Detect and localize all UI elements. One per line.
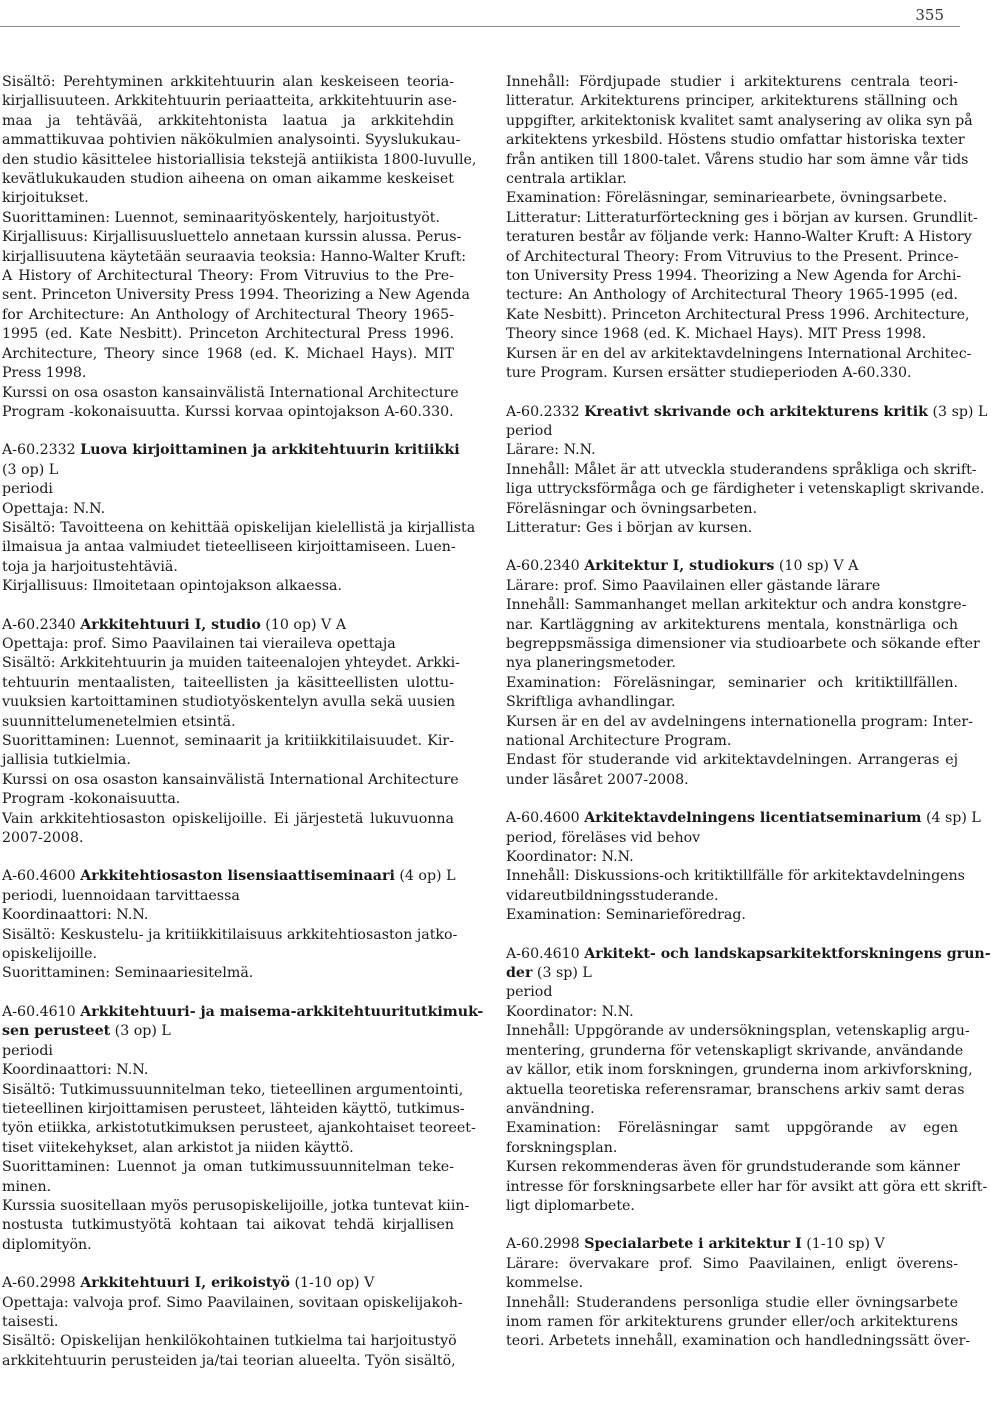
course-title: Arkkitehtuuri- ja maisema-arkkitehtuuritutkimuk- <box>80 1003 484 1020</box>
paragraph <box>2 906 454 925</box>
text-line: Opettaja: valvoja prof. Simo Paavilainen, sovitaan opiskelijakoh- <box>2 1294 463 1311</box>
text-line: forskningsplan. <box>506 1139 618 1156</box>
text-line: Koordinaattori: N.N. <box>2 907 149 924</box>
course-title: Arkitektavdelningens licentiatseminarium <box>584 810 922 827</box>
text-line: arkkitehtuurin perusteiden ja/tai teorian alueelta. Työn sisältö, <box>2 1352 456 1369</box>
text-line: Lärare: övervakare prof. Simo Paavilainen, enligt överens- <box>506 1255 958 1272</box>
course-section <box>506 403 988 539</box>
text-line: Koordinaattori: N.N. <box>2 1062 149 1079</box>
text-line: Sisältö: Arkkitehtuurin ja muiden taiteenalojen yhteydet. Arkki- <box>2 655 460 672</box>
course-heading-cont: sen perusteet (3 op) L <box>2 1023 171 1040</box>
text-line: Suorittaminen: Luennot ja oman tutkimussuunnitelman teke- <box>2 1159 454 1176</box>
text-line: Kursen rekommenderas även för grundstuderande som känner <box>506 1159 960 1176</box>
paragraph <box>2 384 459 423</box>
text-line: A History of Architectural Theory: From Vitruvius to the Pre- <box>2 268 454 285</box>
paragraph <box>2 1081 476 1159</box>
text-line: kirjoitukset. <box>2 190 89 207</box>
paragraph <box>506 713 973 752</box>
text-line: Endast för studerande vid arkitektavdelningen. Arrangeras ej <box>506 752 958 769</box>
paragraph <box>2 1042 454 1061</box>
text-line: Kursen är en del av arkitektavdelningens International Architec- <box>506 345 972 362</box>
text-line: vuuksien kartoittaminen studiotyöskentelyn avulla sekä uusien <box>2 694 456 711</box>
paragraph <box>506 422 958 441</box>
course-title: Arkkitehtuuri I, erikoistyö <box>80 1275 290 1292</box>
course-heading: A-60.2998 Arkkitehtuuri I, erikoistyö (1-10 op) V <box>2 1275 375 1292</box>
course-title: Arkitekt- och landskapsarkitektforskningens grun- <box>584 945 991 962</box>
text-line: Skriftliga avhandlingar. <box>506 694 676 711</box>
text-line: mentering, grunderna för vetenskapligt skrivande, användande <box>506 1042 964 1059</box>
paragraph <box>506 1158 988 1216</box>
paragraph <box>2 810 454 849</box>
text-line: period <box>506 422 553 439</box>
paragraph <box>506 1022 973 1119</box>
text-line: kevätlukukauden studion aiheena on oman aikamme keskeiset <box>2 171 454 188</box>
text-line: Architecture, Theory since 1968 (ed. K. Michael Hays). MIT <box>2 345 454 362</box>
paragraph <box>2 209 454 228</box>
text-line: Kate Nesbitt). Princeton Architectural Press 1996. Architecture, <box>506 306 970 323</box>
paragraph <box>2 480 454 499</box>
text-line: ligt diplomarbete. <box>506 1197 635 1214</box>
course-section <box>2 867 458 983</box>
text-line: sent. Princeton University Press 1994. Theorizing a New Agenda <box>2 287 470 304</box>
swedish-column <box>506 73 991 1371</box>
course-section <box>506 557 980 790</box>
text-line: Sisältö: Tavoitteena on kehittää opiskelijan kielellistä ja kirjallista <box>2 519 476 536</box>
course-section <box>506 945 991 1217</box>
course-section <box>506 73 978 384</box>
text-line: Koordinator: N.N. <box>506 849 634 866</box>
course-heading: A-60.2332 Luova kirjoittaminen ja arkkitehtuurin kritiikki <box>2 442 460 459</box>
text-line: national Architecture Program. <box>506 733 732 749</box>
paragraph <box>2 1158 454 1197</box>
text-line: Innehåll: Sammanhanget mellan arkitektur och andra konstgre- <box>506 597 967 614</box>
text-line: Examination: Föreläsningar, seminarier och kritiktillfällen. <box>506 674 958 691</box>
course-section <box>2 1274 463 1371</box>
text-line: ture Program. Kursen ersätter studieperioden A-60.330. <box>506 365 912 382</box>
course-heading: A-60.4610 Arkkitehtuuri- ja maisema-arkkitehtuuritutkimuk- <box>2 1003 484 1020</box>
course-section <box>2 441 476 596</box>
paragraph <box>506 345 972 384</box>
text-line: Vain arkkitehtiosaston opiskelijoille. Ei järjestetä lukuvuonna <box>2 810 454 827</box>
text-line: Lärare: N.N. <box>506 442 596 459</box>
course-title: Arkkitehtuuri I, studio <box>80 616 261 633</box>
paragraph <box>506 577 958 596</box>
course-heading: A-60.4610 Arkitekt- och landskapsarkitektforskningens grun- <box>506 945 991 962</box>
text-line: työn etiikka, arkistotutkimuksen perusteet, ajankohtaiset teoreet- <box>2 1120 476 1137</box>
text-line: periodi <box>2 481 53 498</box>
text-line: litteratur. Arkitekturens principer, arkitekturens ställning och <box>506 93 958 110</box>
text-line: Sisältö: Opiskelijan henkilökohtainen tutkielma tai harjoitustyö <box>2 1333 457 1350</box>
text-line: maa ja tehtävää, arkkitehtonista laatua ja arkkitehdin <box>2 112 454 129</box>
text-line: Föreläsningar och övningsarbeten. <box>506 500 758 517</box>
text-line: for Architecture: An Anthology of Architectural Theory 1965- <box>2 306 454 323</box>
course-heading-cont: der (3 sp) L <box>506 965 592 982</box>
course-heading: A-60.2998 Specialarbete i arkitektur I (1-10 sp) V <box>506 1236 885 1253</box>
paragraph <box>2 500 454 519</box>
course-title: Luova kirjoittaminen ja arkkitehtuurin kritiikki <box>80 442 460 459</box>
text-line: kirjallisuuteen. Arkkitehtuurin periaatteita, arkkitehtuurin ase- <box>2 93 457 110</box>
text-line: kommelse. <box>506 1275 584 1292</box>
text-line: taisesti. <box>2 1313 59 1330</box>
paragraph <box>506 751 958 790</box>
text-line: Suorittaminen: Seminaariesitelmä. <box>2 965 254 982</box>
course-section <box>2 1003 484 1255</box>
paragraph <box>506 1255 958 1294</box>
finnish-column <box>2 73 484 1390</box>
text-line: av källor, etik inom forskningen, grunderna inom arkivforskning, <box>506 1062 973 1079</box>
paragraph <box>506 1119 958 1158</box>
text-line: opiskelijoille. <box>2 946 97 963</box>
text-line: kirjallisuutena käytetään seuraavia teoksia: Hanno-Walter Kruft: <box>2 248 467 265</box>
text-line: nostusta tutkimustyötä kohtaan tai aikovat tehdä kirjallisen <box>2 1217 454 1234</box>
text-line: arkitektens yrkesbild. Höstens studio omfattar historiska texter <box>506 132 965 149</box>
paragraph <box>2 1294 463 1333</box>
course-section <box>506 809 981 925</box>
paragraph <box>2 1061 454 1080</box>
text-line: Opettaja: prof. Simo Paavilainen tai vieraileva opettaja <box>2 635 396 652</box>
page-number: 355 <box>915 6 944 24</box>
text-line: Examination: Föreläsningar samt uppgörande av egen <box>506 1120 958 1137</box>
text-line: Kurssia suositellaan myös perusopiskelijoille, jotka tuntevat kiin- <box>2 1197 470 1214</box>
text-line: teori. Arbetets innehåll, examination och handledningssätt över- <box>506 1333 971 1350</box>
paragraph <box>506 73 973 189</box>
text-line: Koordinator: N.N. <box>506 1003 634 1020</box>
text-line: suunnittelumenetelmien etsintä. <box>2 713 236 730</box>
text-line: nar. Kartläggning av arkitekturens mentala, konstnärliga och <box>506 616 958 633</box>
text-line: Opettaja: N.N. <box>2 500 106 517</box>
paragraph <box>2 964 454 983</box>
course-section <box>2 616 460 849</box>
text-line: 2007-2008. <box>2 830 84 847</box>
paragraph <box>506 983 958 1002</box>
course-title: Kreativt skrivande och arkitekturens kritik <box>584 403 928 420</box>
paragraph <box>2 926 458 965</box>
text-line: under läsåret 2007-2008. <box>506 771 689 788</box>
text-line: intresse för forskningsarbete eller har för avsikt att göra ett skrift- <box>506 1178 988 1195</box>
paragraph <box>2 732 454 771</box>
text-line: Kurssi on osa osaston kansainvälistä International Architecture <box>2 771 459 788</box>
course-title-cont: der <box>506 965 533 982</box>
paragraph <box>2 1197 470 1255</box>
text-line: Examination: Föreläsningar, seminariearbete, övningsarbete. <box>506 190 948 207</box>
text-line: Innehåll: Fördjupade studier i arkitekturens centrala teori- <box>506 74 958 90</box>
text-line: ammattikuvaa pohtivien näkökulmien analysointi. Syyslukukau- <box>2 132 461 149</box>
text-line: Suorittaminen: Luennot, seminaarit ja kritiikkitilaisuudet. Kir- <box>2 733 454 749</box>
course-heading-cont: (3 op) L <box>2 461 59 478</box>
text-line: från antiken till 1800-talet. Vårens studio har som ämne vår tids <box>506 151 969 168</box>
text-line: vidareutbildningsstuderande. <box>506 887 719 904</box>
paragraph <box>506 674 958 713</box>
paragraph <box>506 1003 958 1022</box>
text-line: centrala artiklar. <box>506 171 627 188</box>
text-line: liga uttrycksförmåga och ge färdigheter i vetenskapligt skrivande. <box>506 481 985 498</box>
text-line: ton University Press 1994. Theorizing a New Agenda for Archi- <box>506 268 962 285</box>
text-line: Kirjallisuus: Ilmoitetaan opintojakson alkaessa. <box>2 578 342 595</box>
text-line: nya planeringsmetoder. <box>506 655 676 672</box>
text-line: Kursen är en del av avdelningens internationella program: Inter- <box>506 713 973 730</box>
paragraph <box>2 228 470 383</box>
text-line: inom ramen för arkitekturens grunder eller/och arkitekturens <box>506 1313 958 1330</box>
paragraph <box>2 887 454 906</box>
paragraph <box>2 1332 457 1371</box>
text-line: tehtuurin mentaalisten, taiteellisten ja käsitteellisten ulottu- <box>2 674 454 691</box>
paragraph <box>506 209 978 345</box>
paragraph <box>506 906 958 925</box>
text-line: Sisältö: Tutkimussuunnitelman teko, tieteellinen argumentointi, <box>2 1081 464 1098</box>
paragraph <box>506 848 958 867</box>
course-title: Arkitektur I, studiokurs <box>584 558 775 575</box>
text-line: Litteratur: Litteraturförteckning ges i början av kursen. Grundlit- <box>506 209 978 226</box>
text-line: diplomityön. <box>2 1236 92 1253</box>
text-line: Innehåll: Målet är att utveckla studerandens språkliga och skrift- <box>506 461 977 478</box>
text-line: användning. <box>506 1100 595 1117</box>
text-line: Kirjallisuus: Kirjallisuusluettelo annetaan kurssin alussa. Perus- <box>2 229 462 246</box>
text-line: uppgifter, arkitektonisk kvalitet samt analysering av olika syn på <box>506 112 973 129</box>
paragraph <box>506 519 958 538</box>
text-line: den studio käsittelee historiallisia tekstejä antiikista 1800-luvulle, <box>2 151 477 168</box>
paragraph <box>2 577 454 596</box>
course-title-cont: sen perusteet <box>2 1023 111 1040</box>
paragraph <box>2 771 459 810</box>
text-line: periodi <box>2 1042 53 1059</box>
text-line: toja ja harjoitustehtäviä. <box>2 558 178 575</box>
text-line: 1995 (ed. Kate Nesbitt). Princeton Architectural Press 1996. <box>2 326 454 343</box>
text-line: Lärare: prof. Simo Paavilainen eller gästande lärare <box>506 577 881 594</box>
paragraph <box>506 461 985 519</box>
text-line: Kurssi on osa osaston kansainvälistä International Architecture <box>2 384 459 401</box>
text-line: tieteellinen kirjoittamisen perusteet, lähteiden käyttö, tutkimus- <box>2 1100 465 1117</box>
paragraph <box>506 829 958 848</box>
text-line: Innehåll: Studerandens personliga studie eller övningsarbete <box>506 1294 958 1311</box>
text-line: Innehåll: Uppgörande av undersökningsplan, vetenskaplig argu- <box>506 1023 970 1040</box>
course-title: Arkkitehtiosaston lisensiaattiseminaari <box>80 868 395 885</box>
course-heading: A-60.4600 Arkkitehtiosaston lisensiaattiseminaari (4 op) L <box>2 868 456 885</box>
text-line: Suorittaminen: Luennot, seminaarityöskentely, harjoitustyöt. <box>2 209 440 226</box>
text-line: Press 1998. <box>2 365 87 382</box>
course-section <box>2 73 477 422</box>
text-line: Program -kokonaisuutta. Kurssi korvaa opintojakson A-60.330. <box>2 403 454 420</box>
text-line: period <box>506 984 553 1001</box>
text-line: Sisältö: Perehtyminen arkkitehtuurin alan keskeiseen teoria- <box>2 74 454 90</box>
text-line: Examination: Seminarieföredrag. <box>506 907 746 924</box>
course-heading: A-60.2340 Arkkitehtuuri I, studio (10 op) V A <box>2 616 347 633</box>
paragraph <box>506 596 980 674</box>
text-line: period, föreläses vid behov <box>506 829 701 846</box>
text-line: tiset viitekehykset, alan arkistot ja niiden käyttö. <box>2 1139 354 1156</box>
paragraph <box>506 441 958 460</box>
course-section <box>506 1235 971 1351</box>
course-heading: A-60.4600 Arkitektavdelningens licentiatseminarium (4 sp) L <box>506 810 981 827</box>
text-line: tecture: An Anthology of Architectural Theory 1965-1995 (ed. <box>506 287 958 304</box>
course-heading: A-60.2332 Kreativt skrivande och arkitekturens kritik (3 sp) L <box>506 403 988 420</box>
top-rule <box>0 26 960 27</box>
text-line: aktuella teoretiska referensramar, branschens arkiv samt deras <box>506 1081 965 1098</box>
text-line: teraturen består av följande verk: Hanno-Walter Kruft: A History <box>506 229 972 246</box>
text-line: of Architectural Theory: From Vitruvius to the Present. Prince- <box>506 248 959 265</box>
text-line: begreppsmässiga dimensioner via studioarbete och sökande efter <box>506 635 980 652</box>
text-line: jallisia tutkielmia. <box>2 752 131 769</box>
text-line: Program -kokonaisuutta. <box>2 791 181 808</box>
text-line: ilmaisua ja antaa valmiudet tieteelliseen kirjoittamiseen. Luen- <box>2 539 456 556</box>
text-line: Innehåll: Diskussions-och kritiktillfälle för arkitektavdelningens <box>506 868 965 885</box>
text-line: Litteratur: Ges i början av kursen. <box>506 519 753 536</box>
text-line: periodi, luennoidaan tarvittaessa <box>2 887 240 904</box>
paragraph <box>506 1294 971 1352</box>
paragraph <box>2 654 460 732</box>
course-heading: A-60.2340 Arkitektur I, studiokurs (10 sp) V A <box>506 558 859 575</box>
paragraph <box>2 73 477 209</box>
text-line: minen. <box>2 1178 52 1195</box>
paragraph <box>506 189 958 208</box>
text-line: Theory since 1968 (ed. K. Michael Hays). MIT Press 1998. <box>506 326 927 343</box>
paragraph <box>2 635 454 654</box>
text-line: Sisältö: Keskustelu- ja kritiikkitilaisuus arkkitehtiosaston jatko- <box>2 926 458 943</box>
paragraph <box>2 519 476 577</box>
paragraph <box>506 867 965 906</box>
course-title: Specialarbete i arkitektur I <box>584 1236 802 1253</box>
